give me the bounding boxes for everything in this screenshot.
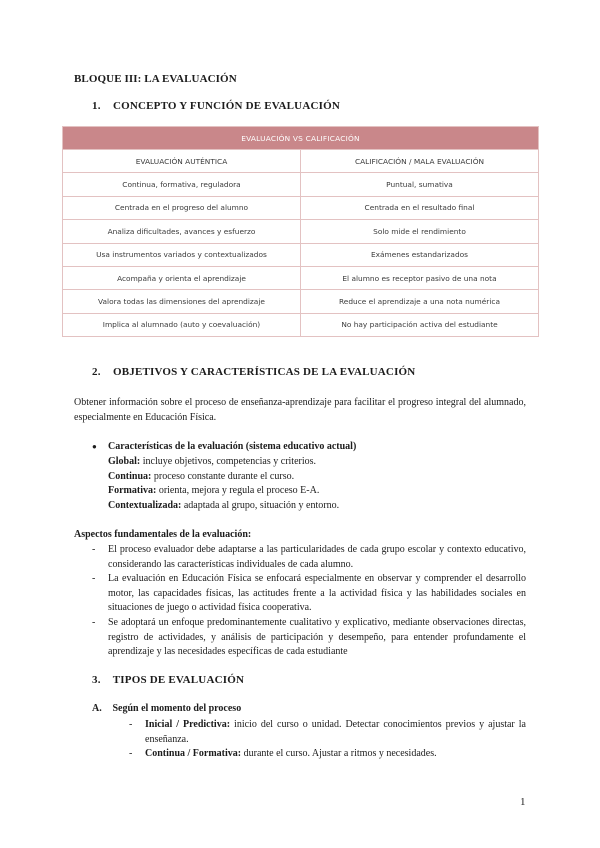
table-row — [63, 173, 539, 196]
list-item: Continua: proceso constante durante el curso. — [108, 470, 295, 482]
table-row — [63, 196, 539, 219]
table-cell-right: Exámenes estandarizados — [301, 243, 539, 266]
section1-title: CONCEPTO Y FUNCIÓN DE EVALUACIÓN — [112, 100, 340, 112]
table-col-left-header: EVALUACIÓN AUTÉNTICA — [63, 150, 301, 173]
table-row — [63, 266, 539, 289]
section2-heading — [92, 366, 415, 378]
section1-number: 1. — [92, 100, 101, 112]
section2-number: 2. — [92, 366, 101, 378]
table-cell-left: Analiza dificultades, avances y esfuerzo — [63, 220, 301, 243]
table-col-right-header: CALIFICACIÓN / MALA EVALUACIÓN — [301, 150, 539, 173]
table-cell-right: El alumno es receptor pasivo de una nota — [301, 266, 539, 289]
section1-heading — [92, 100, 340, 112]
table-cell-right: Reduce el aprendizaje a una nota numérica — [301, 290, 539, 313]
table-cell-right: Solo mide el rendimiento — [301, 220, 539, 243]
list-item: Formativa: orienta, mejora y regula el proceso E-A. — [108, 485, 320, 497]
table-cell-left: Usa instrumentos variados y contextualizados — [63, 243, 301, 266]
table-cell-left: Centrada en el progreso del alumno — [63, 196, 301, 219]
table-row — [63, 243, 539, 266]
table-cell-left: Continua, formativa, reguladora — [63, 173, 301, 196]
table-cell-left: Implica al alumnado (auto y coevaluación) — [63, 313, 301, 336]
section3-heading — [92, 674, 244, 686]
list-item: Global: incluye objetivos, competencias y criterios. — [108, 455, 317, 467]
bullet-icon: ● — [92, 442, 97, 451]
list-item: - Inicial / Predictiva: inicio del curso o unidad. Detectar conocimientos previos y ajustar la enseñanza. — [129, 719, 526, 745]
table-cell-left: Acompaña y orienta el aprendizaje — [63, 266, 301, 289]
table-row — [63, 290, 539, 313]
aspects-title: Aspectos fundamentales de la evaluación: — [74, 529, 252, 540]
list-item: - La evaluación en Educación Física se enfocará especialmente en observar y comprender el desarrollo motor, las capacidades físicas, las actitudes frente a la actividad física y las habilidades sociales en situaciones de juego o actividad física cooperativa. — [92, 573, 526, 614]
section3-number: 3. — [92, 674, 101, 686]
table-cell-left: Valora todas las dimensiones del aprendizaje — [63, 290, 301, 313]
list-item: Contextualizada: adaptada al grupo, situación y entorno. — [108, 500, 340, 512]
list-item: - El proceso evaluador debe adaptarse a las particularidades de cada grupo escolar y contexto educativo, considerando las características individuales de cada alumno. — [92, 544, 526, 570]
section2-title: OBJETIVOS Y CARACTERÍSTICAS DE LA EVALUACIÓN — [112, 366, 416, 378]
table-cell-right: No hay participación activa del estudiante — [301, 313, 539, 336]
list-item: - Continua / Formativa: durante el curso. Ajustar a ritmos y necesidades. — [129, 748, 437, 760]
table-title: EVALUACIÓN VS CALIFICACIÓN — [63, 127, 539, 150]
list-item: - Se adoptará un enfoque predominantemente cualitativo y explicativo, mediante observaciones directas, registro de actividades, y análisis de participación y desempeño, para entender profundamente el aprendizaje y las necesidades específicas de cada estudiante — [92, 616, 526, 658]
section3-title: TIPOS DE EVALUACIÓN — [112, 674, 245, 686]
table-cell-right: Puntual, sumativa — [301, 173, 539, 196]
moments-list — [129, 718, 526, 762]
section2-intro: Obtener información sobre el proceso de enseñanza-aprendizaje para facilitar el progreso integral del alumnado, especialmente en Educación Física. — [74, 397, 526, 423]
table-row — [63, 220, 539, 243]
aspects-list — [92, 543, 526, 660]
subsection-a-heading: A. Según el momento del proceso — [92, 703, 242, 714]
block-title: BLOQUE III: LA EVALUACIÓN — [74, 73, 237, 85]
evaluation-comparison-table — [62, 126, 539, 337]
characteristics-title: Características de la evaluación (sistema educativo actual) — [108, 441, 357, 452]
table-cell-right: Centrada en el resultado final — [301, 196, 539, 219]
table-row — [63, 313, 539, 336]
page-number: 1 — [520, 796, 526, 808]
